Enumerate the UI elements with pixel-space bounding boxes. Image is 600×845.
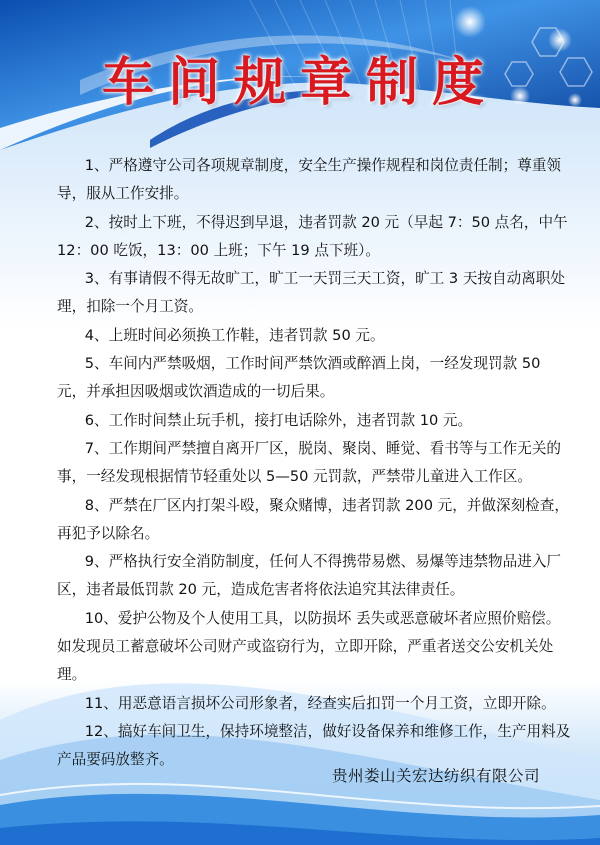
rule-item: 6、工作时间禁止玩手机，接打电话除外，违者罚款 10 元。: [84, 411, 473, 429]
rule-item: 7、工作期间严禁擅自离开厂区，脱岗、聚岗、睡觉、看书等与工作无关的事，一经发现根据情节轻重处以 5—50 元罚款，严禁带儿童进入工作区。: [57, 439, 562, 486]
rule-item: 2、按时上下班，不得迟到早退，违者罚款 20 元（早起 7：50 点名，中午 12：00 吃饭，13：00 上班；下午 19 点下班）。: [57, 213, 568, 259]
rule-item: 3、有事请假不得无故旷工，旷工一天罚三天工资，旷工 3 天按自动离职处理，扣除一个月工资。: [57, 270, 565, 316]
page-title: 车间规章制度: [101, 53, 498, 113]
rules-list: [57, 152, 573, 775]
rule-item: 5、车间内严禁吸烟，工作时间严禁饮酒或醉酒上岗，一经发现罚款 50 元，并承担因吸烟或饮酒造成的一切后果。: [57, 355, 541, 401]
rule-item: 10、爱护公物及个人使用工具，以防损坏 丢失或恶意破坏者应照价赔偿。如发现员工蓄意破坏公司财产或盗窃行为，立即开除，严重者送交公安机关处理。: [57, 609, 561, 684]
rule-item: 11、用恶意语言损坏公司形象者，经查实后扣罚一个月工资，立即开除。: [84, 694, 556, 712]
rule-item: 1、严格遵守公司各项规章制度，安全生产操作规程和岗位责任制；尊重领导，服从工作安排。: [57, 157, 562, 203]
rule-item: 9、严格执行安全消防制度，任何人不得携带易燃、易爆等违禁物品进入厂区，违者最低罚款 20 元，造成危害者将依法追究其法律责任。: [57, 553, 562, 599]
rule-item: 12、搞好车间卫生，保持环境整洁，做好设备保养和维修工作，生产用料及产品要码放整齐。: [57, 722, 571, 769]
company-name: 贵州娄山关宏达纺织有限公司: [331, 767, 540, 785]
rule-item: 8、严禁在厂区内打架斗殴，聚众赌博，违者罚款 200 元，并做深刻检查，再犯予以除名。: [57, 496, 569, 542]
rule-item: 4、上班时间必须换工作鞋，违者罚款 50 元。: [84, 326, 385, 344]
